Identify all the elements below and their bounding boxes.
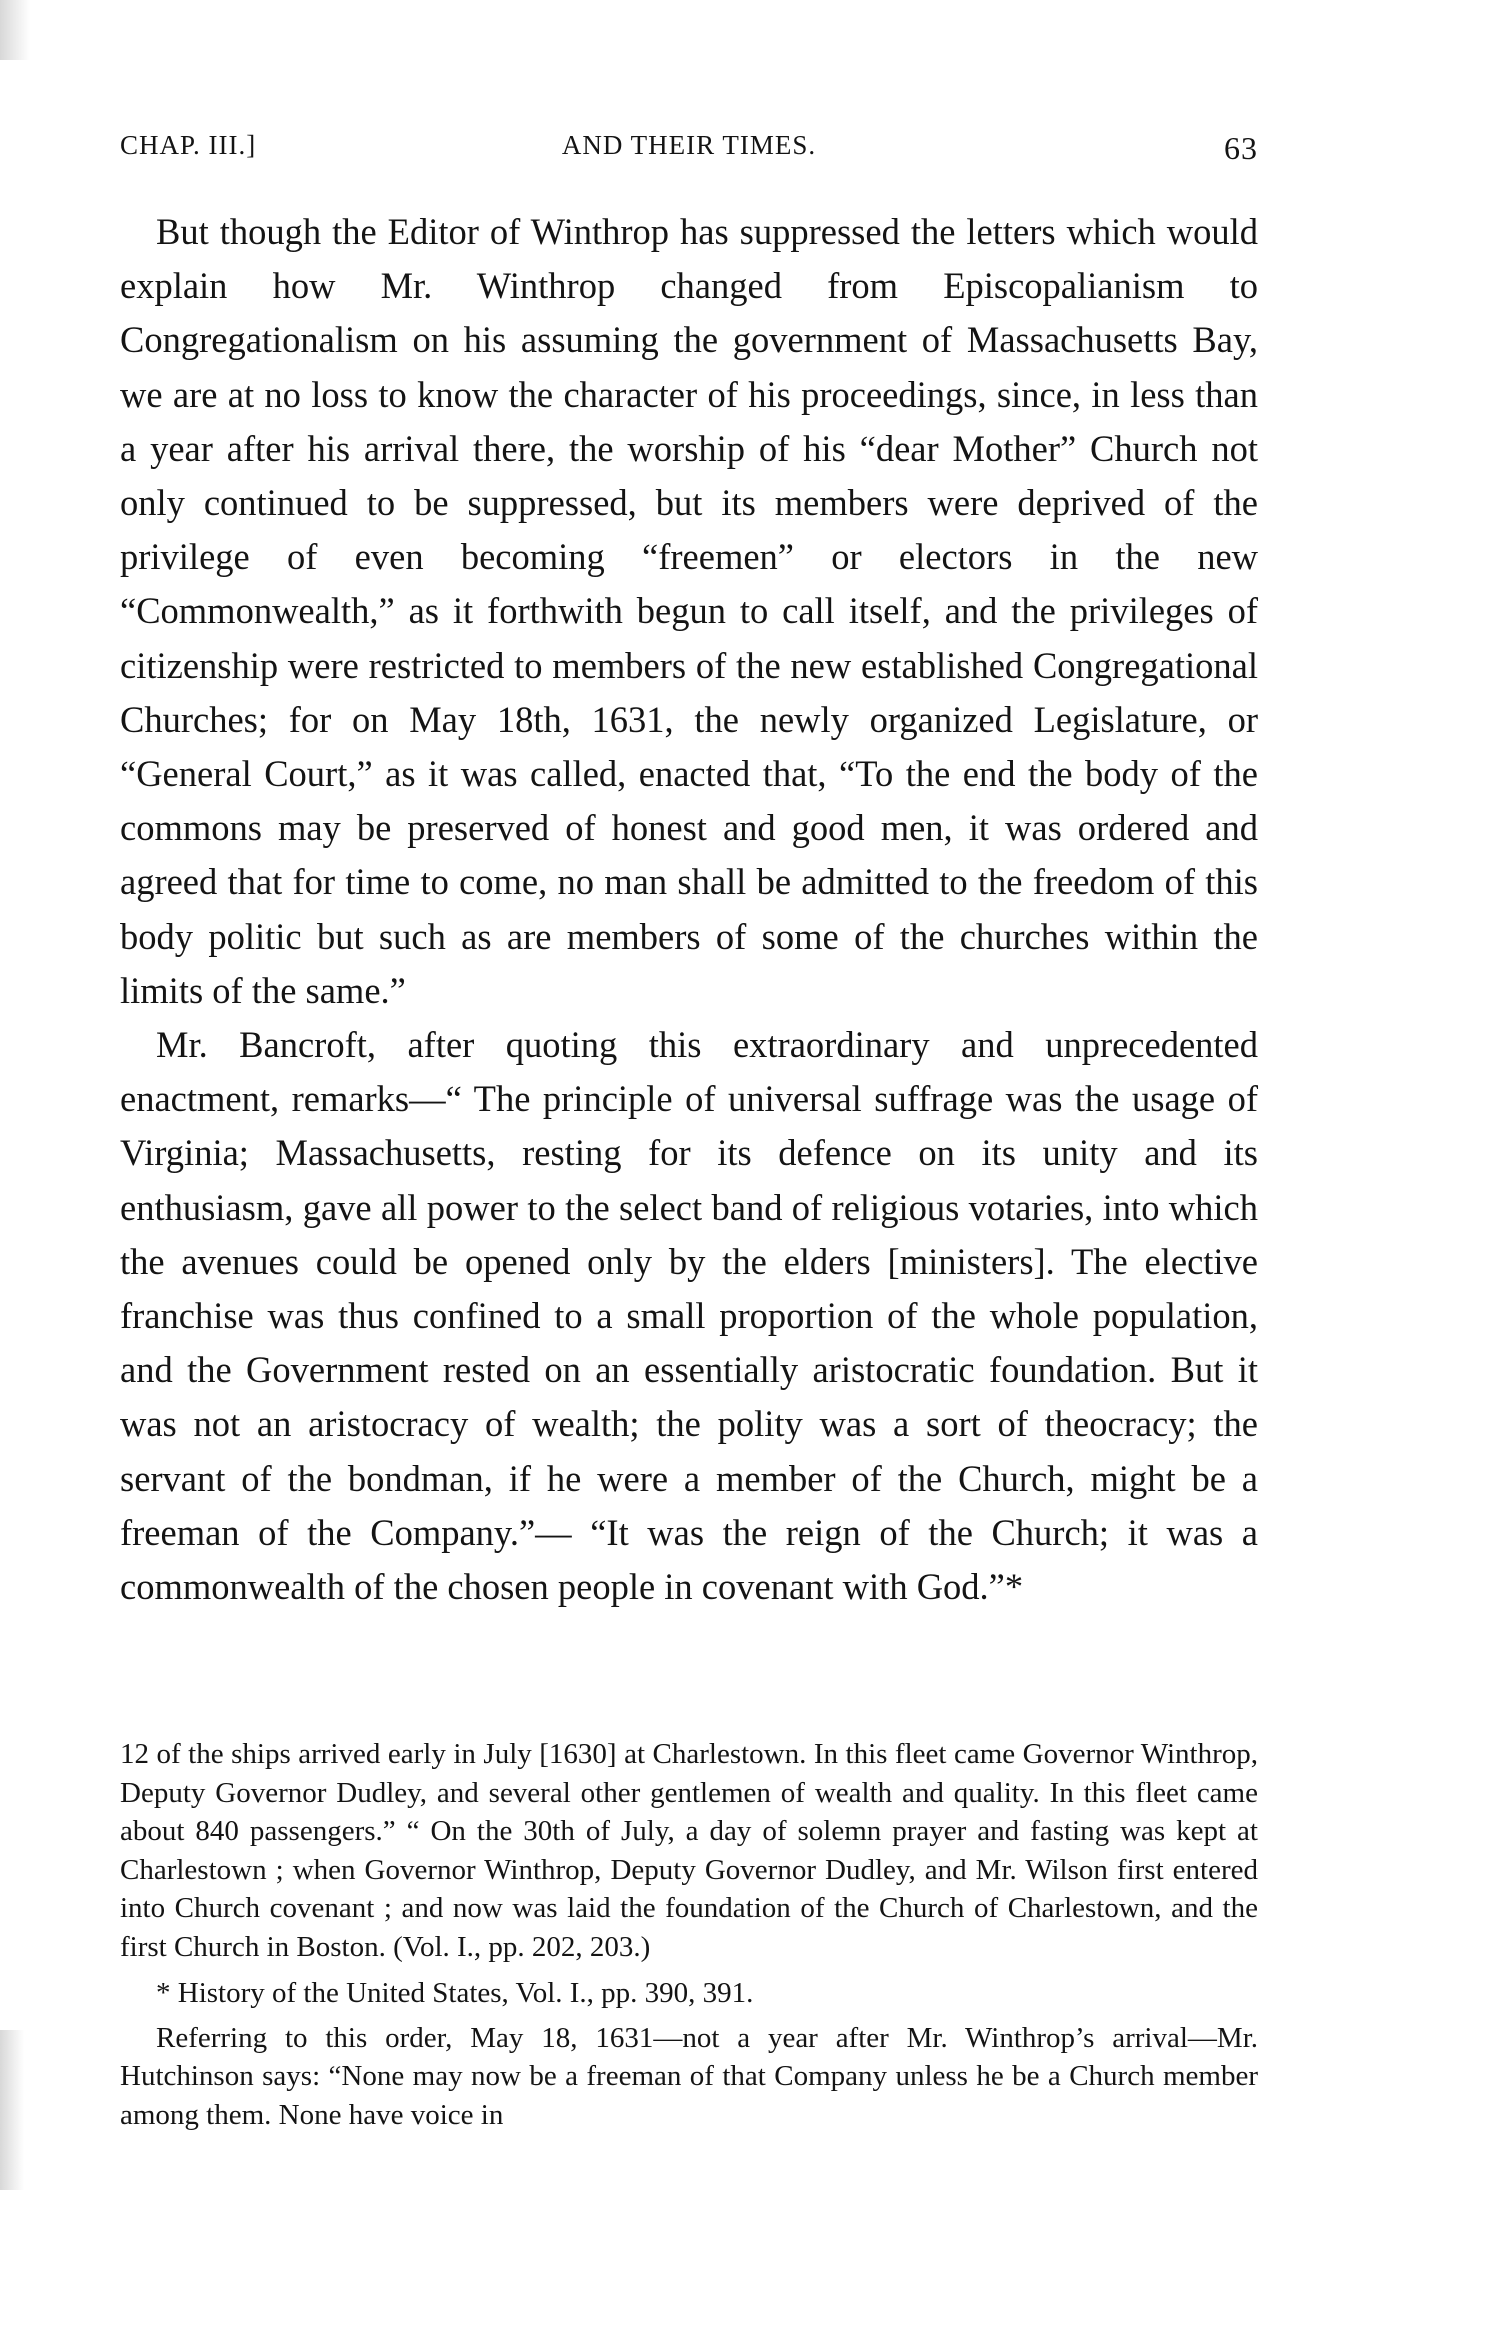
footnote-referring: Referring to this order, May 18, 1631—not a year after Mr. Winthrop’s arrival—Mr. Hutchinson says: “None may now be a freeman of that Company unless he be a Church member among them. None have voice in bbox=[120, 2021, 1258, 2131]
footnote-star: * History of the United States, Vol. I., pp. 390, 391. bbox=[156, 1977, 754, 2009]
running-title: AND THEIR TIMES. bbox=[561, 130, 817, 160]
scan-shadow-top bbox=[0, 0, 30, 60]
chapter-label: CHAP. III.] bbox=[120, 130, 257, 160]
scan-shadow-bottom bbox=[0, 2030, 24, 2190]
paragraph: Mr. Bancroft, after quoting this extraordinary and unprecedented enactment, remarks—“ The principle of universal suffrage was the usage of Virginia; Massachusetts, resting for its defence on its unity and its enthusiasm, gave all power to the select band of religious votaries, into which the avenues could be opened only by the elders [ministers]. The elective franchise was thus confined to a small proportion of the whole population, and the Government rested on an essentially aristocratic foundation. But it was not an aristocracy of wealth; the polity was a sort of theocracy; the servant of the bondman, if he were a member of the Church, might be a freeman of the Company.”— “It was the reign of the Church; it was a commonwealth of the chosen people in covenant with God.”* bbox=[120, 1024, 1258, 1608]
footnote-continued: 12 of the ships arrived early in July [1630] at Charlestown. In this fleet came Governor Winthrop, Deputy Governor Dudley, and several other gentlemen of wealth and quality. In this fleet came about 840 passengers.” “ On the 30th of July, a day of solemn prayer and fasting was kept at Charlestown ; when Governor Winthrop, Deputy Governor Dudley, and Mr. Wilson first entered into Church covenant ; and now was laid the foundation of the Church of Charlestown, and the first Church in Boston. (Vol. I., pp. 202, 203.) bbox=[120, 1738, 1258, 1963]
paragraph: But though the Editor of Winthrop has suppressed the letters which would explain how Mr. Winthrop changed from Episcopalianism to Congregationalism on his assuming the government of Massachusetts Bay, we are at no loss to know the character of his proceedings, since, in less than a year after his arrival there, the worship of his “dear Mother” Church not only continued to be suppressed, but its members were deprived of the privilege of even becoming “freemen” or electors in the new “Commonwealth,” as it forthwith begun to call itself, and the privileges of citizenship were restricted to members of the new established Congregational Churches; for on May 18th, 1631, the newly organized Legislature, or “General Court,” as it was called, enacted that, “To the end the body of the commons may be preserved of honest and good men, it was ordered and agreed that for time to come, no man shall be admitted to the freedom of this body politic but such as are members of some of the churches within the limits of the same.” bbox=[120, 211, 1258, 1011]
footnotes bbox=[120, 1735, 1258, 2134]
page-number: 63 bbox=[1224, 130, 1258, 166]
main-text bbox=[120, 205, 1258, 1614]
running-header bbox=[120, 130, 1258, 170]
